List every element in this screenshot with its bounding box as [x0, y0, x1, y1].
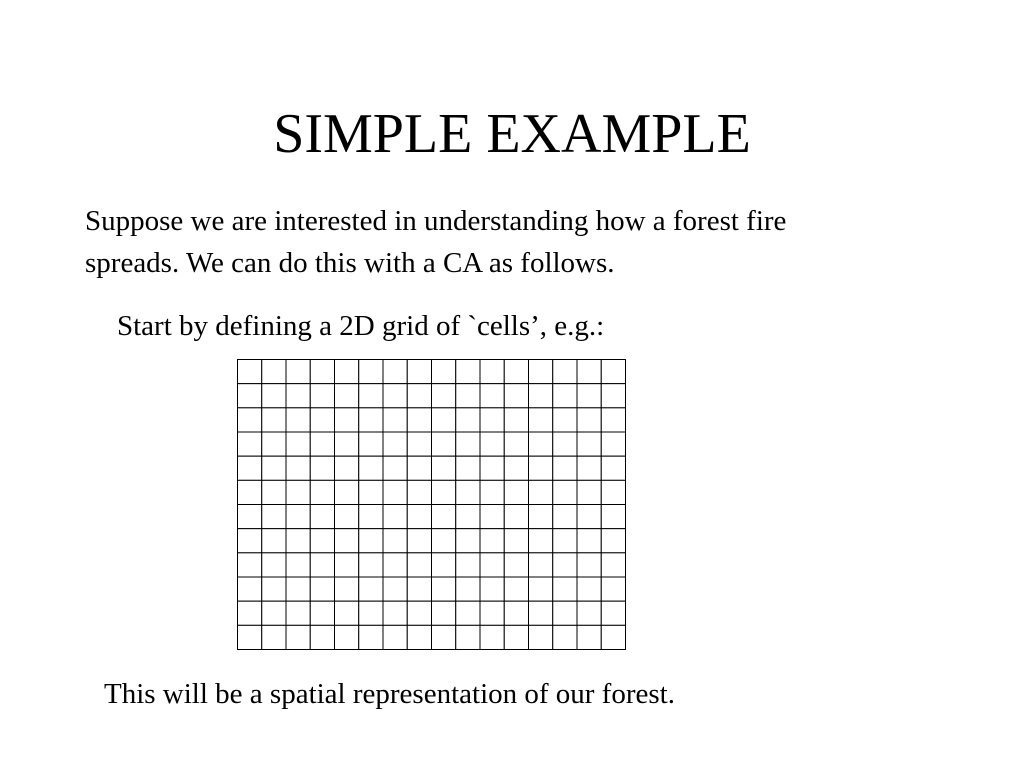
- grid-cell: [407, 408, 431, 432]
- grid-cell: [553, 480, 577, 504]
- grid-cell: [529, 432, 553, 456]
- grid-cell: [504, 625, 528, 649]
- grid-cell: [262, 408, 286, 432]
- grid-cell: [504, 360, 528, 384]
- grid-cell: [553, 408, 577, 432]
- grid-cell: [262, 360, 286, 384]
- grid-cell: [601, 601, 625, 625]
- grid-cell: [335, 577, 359, 601]
- grid-cell: [335, 505, 359, 529]
- grid-cell: [286, 577, 310, 601]
- grid-cell: [577, 408, 601, 432]
- grid-cell: [407, 456, 431, 480]
- grid-cell: [262, 553, 286, 577]
- grid-cell: [553, 505, 577, 529]
- conclusion-text: This will be a spatial representation of our forest.: [104, 678, 675, 710]
- grid-cell: [407, 553, 431, 577]
- grid-cell: [529, 577, 553, 601]
- grid-cell: [529, 456, 553, 480]
- grid-cell: [601, 625, 625, 649]
- grid-cell: [359, 480, 383, 504]
- grid-cell: [238, 601, 262, 625]
- grid-cell: [480, 384, 504, 408]
- grid-cell: [456, 456, 480, 480]
- grid-cell: [310, 625, 334, 649]
- grid-cell: [432, 553, 456, 577]
- grid-cell: [359, 384, 383, 408]
- cell-grid: [237, 359, 626, 650]
- grid-cell: [262, 480, 286, 504]
- grid-cell: [262, 625, 286, 649]
- grid-cell: [335, 601, 359, 625]
- grid-cell: [335, 384, 359, 408]
- grid-cell: [601, 553, 625, 577]
- grid-cell: [262, 384, 286, 408]
- grid-cell: [359, 360, 383, 384]
- grid-cell: [504, 480, 528, 504]
- grid-cell: [359, 601, 383, 625]
- grid-cell: [238, 577, 262, 601]
- grid-cell: [310, 529, 334, 553]
- grid-cell: [286, 625, 310, 649]
- grid-cell: [310, 480, 334, 504]
- grid-cell: [553, 360, 577, 384]
- grid-cell: [383, 577, 407, 601]
- grid-cell: [286, 432, 310, 456]
- grid-cell: [286, 456, 310, 480]
- grid-cell: [601, 408, 625, 432]
- grid-cell: [310, 553, 334, 577]
- grid-cell: [504, 432, 528, 456]
- grid-cell: [432, 529, 456, 553]
- grid-cell: [359, 577, 383, 601]
- grid-cell: [456, 408, 480, 432]
- grid-cell: [504, 408, 528, 432]
- grid-cell: [310, 505, 334, 529]
- grid-cell: [310, 577, 334, 601]
- grid-cell: [286, 360, 310, 384]
- grid-cell: [310, 384, 334, 408]
- grid-cell: [286, 408, 310, 432]
- grid-cell: [432, 601, 456, 625]
- grid-cell: [238, 408, 262, 432]
- grid-cell: [504, 529, 528, 553]
- grid-cell: [553, 384, 577, 408]
- grid-cell: [262, 456, 286, 480]
- grid-cell: [238, 432, 262, 456]
- intro-line-2: spreads. We can do this with a CA as follows.: [85, 247, 615, 279]
- grid-cell: [456, 601, 480, 625]
- grid-cell: [335, 456, 359, 480]
- grid-cell: [432, 432, 456, 456]
- grid-cell: [480, 529, 504, 553]
- grid-cell: [577, 529, 601, 553]
- grid-cell: [456, 553, 480, 577]
- grid-cell: [262, 432, 286, 456]
- grid-cell: [480, 480, 504, 504]
- grid-cell: [601, 505, 625, 529]
- grid-cell: [238, 384, 262, 408]
- grid-cell: [553, 529, 577, 553]
- grid-cell: [432, 384, 456, 408]
- grid-cell: [383, 505, 407, 529]
- grid-cell: [432, 456, 456, 480]
- grid-cell: [383, 529, 407, 553]
- grid-cell: [383, 408, 407, 432]
- grid-cell: [335, 360, 359, 384]
- grid-cell: [504, 577, 528, 601]
- grid-cell: [335, 529, 359, 553]
- grid-cell: [432, 408, 456, 432]
- grid-cell: [504, 456, 528, 480]
- grid-cell: [238, 529, 262, 553]
- grid-cell: [480, 601, 504, 625]
- grid-cell: [262, 601, 286, 625]
- grid-cell: [504, 601, 528, 625]
- grid-cell: [286, 601, 310, 625]
- grid-cell: [601, 384, 625, 408]
- grid-cell: [407, 577, 431, 601]
- grid-cell: [238, 480, 262, 504]
- grid-cell: [238, 360, 262, 384]
- slide-title: SIMPLE EXAMPLE: [273, 103, 751, 165]
- grid-cell: [335, 432, 359, 456]
- grid-cell: [529, 408, 553, 432]
- grid-cell: [504, 553, 528, 577]
- grid-cell: [432, 480, 456, 504]
- grid-cell: [529, 625, 553, 649]
- grid-cell: [359, 505, 383, 529]
- grid-cell: [529, 505, 553, 529]
- grid-cell: [553, 553, 577, 577]
- grid-cell: [359, 625, 383, 649]
- grid-cell: [335, 408, 359, 432]
- grid-cell: [286, 505, 310, 529]
- grid-cell: [480, 432, 504, 456]
- grid-cell: [553, 456, 577, 480]
- grid-cell: [432, 625, 456, 649]
- grid-cell: [480, 456, 504, 480]
- grid-cell: [383, 480, 407, 504]
- grid-cell: [553, 432, 577, 456]
- grid-cell: [480, 505, 504, 529]
- grid-cell: [310, 360, 334, 384]
- grid-cell: [383, 456, 407, 480]
- grid-cell: [359, 408, 383, 432]
- grid-cell: [601, 432, 625, 456]
- grid-cell: [529, 480, 553, 504]
- grid-cell: [553, 601, 577, 625]
- grid-cell: [529, 529, 553, 553]
- grid-cell: [407, 432, 431, 456]
- grid-cell: [529, 384, 553, 408]
- grid-cell: [480, 360, 504, 384]
- grid-cell: [383, 553, 407, 577]
- grid-cell: [407, 384, 431, 408]
- grid-cell: [383, 384, 407, 408]
- grid-cell: [286, 529, 310, 553]
- grid-caption: Start by defining a 2D grid of `cells’, e.g.:: [117, 310, 605, 342]
- grid-cell: [383, 601, 407, 625]
- grid-cell: [335, 553, 359, 577]
- grid-cell: [577, 384, 601, 408]
- grid-cell: [407, 529, 431, 553]
- grid-cell: [383, 625, 407, 649]
- grid-cell: [601, 360, 625, 384]
- grid-cell: [456, 432, 480, 456]
- grid-cell: [577, 601, 601, 625]
- grid-cell: [456, 480, 480, 504]
- grid-cell: [432, 577, 456, 601]
- grid-cell: [310, 432, 334, 456]
- grid-cell: [359, 456, 383, 480]
- grid-cell: [456, 505, 480, 529]
- grid-cell: [432, 360, 456, 384]
- grid-cell: [359, 553, 383, 577]
- grid-cell: [577, 553, 601, 577]
- grid-cell: [577, 505, 601, 529]
- grid-cell: [407, 625, 431, 649]
- intro-line-1: Suppose we are interested in understanding how a forest fire: [85, 205, 787, 237]
- grid-cell: [529, 601, 553, 625]
- grid-cell: [504, 505, 528, 529]
- grid-cell: [577, 456, 601, 480]
- grid-cell: [456, 577, 480, 601]
- grid-cell: [407, 601, 431, 625]
- grid-cell: [456, 360, 480, 384]
- grid-cell: [359, 432, 383, 456]
- grid-cell: [238, 625, 262, 649]
- grid-cell: [577, 360, 601, 384]
- grid-cell: [601, 529, 625, 553]
- grid-cell: [480, 577, 504, 601]
- grid-cell: [577, 480, 601, 504]
- grid-cell: [577, 625, 601, 649]
- grid-cell: [456, 529, 480, 553]
- grid-cell: [286, 480, 310, 504]
- grid-cell: [553, 625, 577, 649]
- grid-cell: [262, 505, 286, 529]
- grid-cell: [480, 553, 504, 577]
- grid-cell: [529, 553, 553, 577]
- grid-cell: [335, 625, 359, 649]
- grid-cell: [310, 456, 334, 480]
- grid-cell: [601, 456, 625, 480]
- grid-cell: [577, 432, 601, 456]
- grid-cell: [359, 529, 383, 553]
- grid-cell: [238, 553, 262, 577]
- grid-cell: [286, 553, 310, 577]
- intro-paragraph: [85, 200, 945, 284]
- grid-cell: [238, 505, 262, 529]
- cell-grid-svg: [237, 359, 626, 650]
- grid-cell: [383, 432, 407, 456]
- grid-cell: [601, 480, 625, 504]
- grid-cell: [577, 577, 601, 601]
- grid-cell: [383, 360, 407, 384]
- grid-cell: [480, 408, 504, 432]
- grid-cell: [407, 505, 431, 529]
- grid-cell: [529, 360, 553, 384]
- grid-cell: [286, 384, 310, 408]
- grid-cell: [456, 625, 480, 649]
- grid-cell: [601, 577, 625, 601]
- grid-cell: [262, 577, 286, 601]
- grid-cell: [335, 480, 359, 504]
- grid-cell: [432, 505, 456, 529]
- grid-cell: [238, 456, 262, 480]
- grid-cell: [504, 384, 528, 408]
- grid-cell: [407, 360, 431, 384]
- grid-cell: [262, 529, 286, 553]
- grid-cell: [310, 408, 334, 432]
- grid-cell: [480, 625, 504, 649]
- grid-cell: [407, 480, 431, 504]
- grid-cell: [456, 384, 480, 408]
- grid-cell: [553, 577, 577, 601]
- grid-cell: [310, 601, 334, 625]
